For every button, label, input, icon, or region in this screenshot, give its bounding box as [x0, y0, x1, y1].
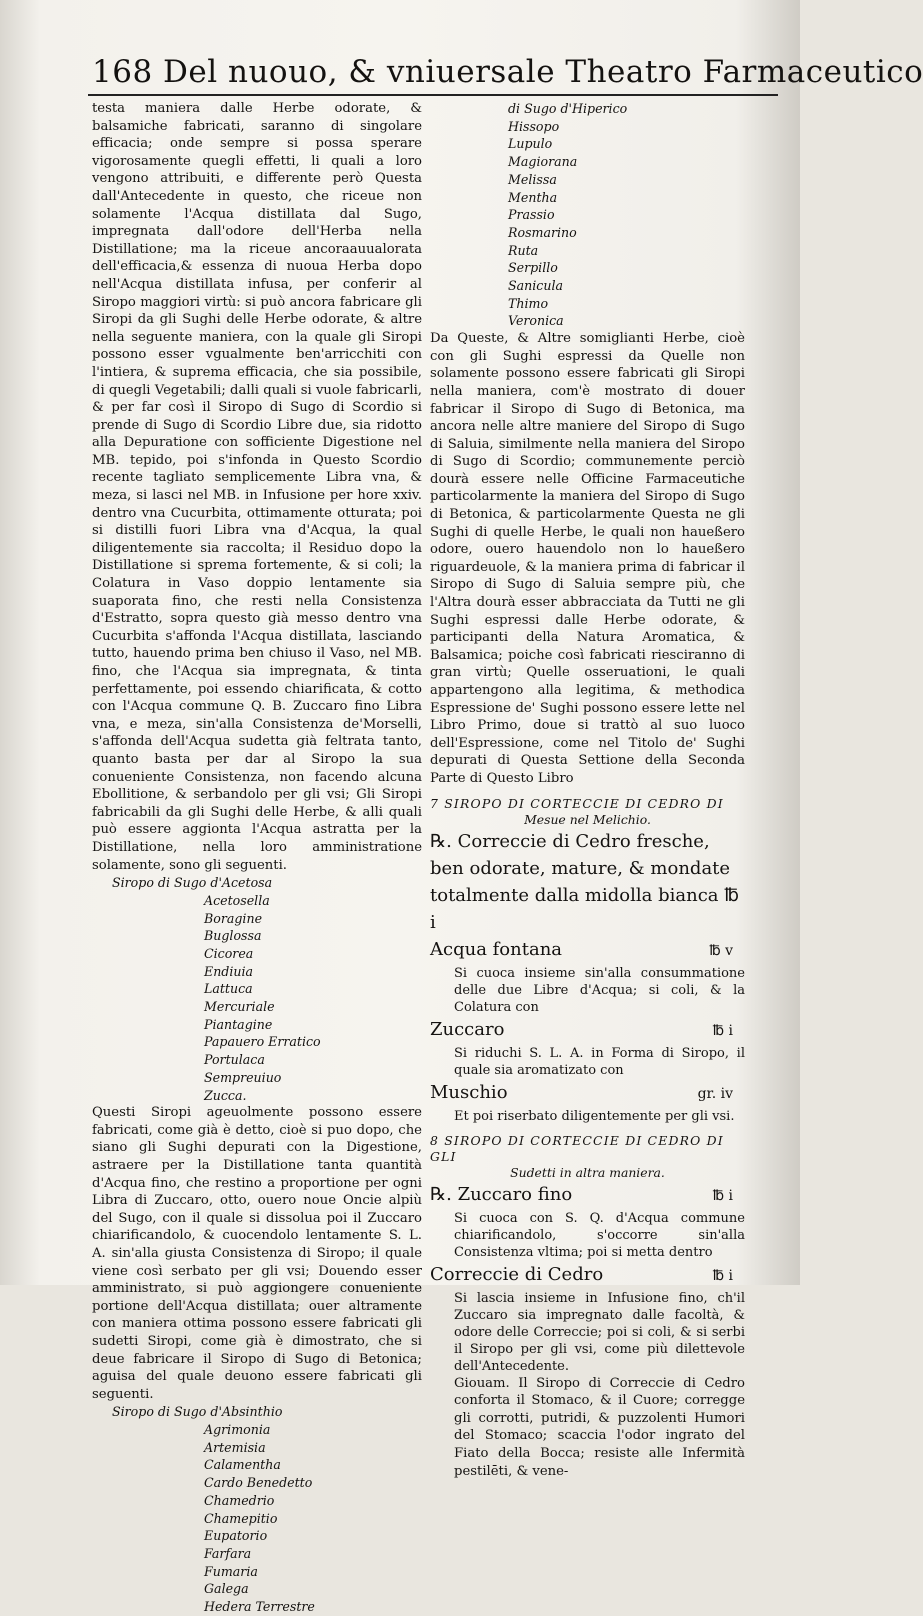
recipe-quantity: ℔ i	[712, 1267, 733, 1284]
herb-item: Artemisia	[204, 1439, 266, 1455]
herb-item: Thimo	[508, 295, 549, 311]
right-paragraph-1: Da Queste, & Altre somiglianti Herbe, cioè con gli Sughi espressi da Quelle non solamente possono essere fabricati gli Siropi nella maniera, com'è mostrato di douer fabricar il Siropo di Sugo di Betonica, ma ancora nelle altre maniere del Siropo di Sugo di Saluia, similmente nella maniera del Siropo di Sugo di Scordio; communemente perciò dourà essere nelle Officine Farmaceutiche particolarmente la maniera del Siropo di Sugo di Betonica, & particolarmente Questa ne gli Sughi di quelle Herbe, le quali non haueßero odore, ouero hauendolo non lo haueßero riguardeuole, & la maniera prima di fabricar il Siropo di Sugo di Saluia sempre più, che l'Altra dourà esser abbracciata da Tutti ne gli Sughi espressi dalle Herbe odorate, & participanti della Natura Aromatica, & Balsamica; poiche così fabricati riesciranno di gran virtù; Quelle osseruationi, le quali appartengono alla legitima, & methodica Espressione de' Sughi possono essere lette nel Libro Primo, doue si trattò al suo luoco dell'Espressione, come nel Titolo de' Sughi depurati di Questa Settione della Seconda Parte di Questo Libro	[430, 331, 745, 786]
recipe-text: ℞. Correccie di Cedro fresche, ben odorate, mature, & mondate totalmente dalla midolla bianca	[430, 830, 731, 906]
herb-item: Zucca.	[204, 1087, 247, 1103]
herb-item: Endiuia	[204, 963, 254, 979]
herb-item: Lattuca	[204, 981, 253, 997]
instruction-riduchi: Si riduchi S. L. A. in Forma di Siropo, il quale sia aromatizato con	[454, 1045, 745, 1078]
herb-list-2	[92, 1421, 422, 1616]
herb-item: Hedera Terrestre	[204, 1599, 315, 1615]
herb-item: Acetosella	[204, 892, 270, 908]
section-8-heading: 8 SIROPO DI CORTECCIE DI CEDRO DI GLI	[430, 1132, 724, 1164]
herb-item: Calamentha	[204, 1457, 281, 1473]
herb-item: Rosmarino	[508, 224, 577, 240]
section-8-subheading: Sudetti in altra maniera.	[510, 1164, 665, 1180]
herb-item: Cardo Benedetto	[204, 1475, 313, 1491]
recipe-text: Zuccaro	[430, 1018, 505, 1040]
herb-item: Chamepitio	[204, 1510, 278, 1526]
herb-item: Prassio	[508, 207, 555, 223]
herb-item: Buglossa	[204, 928, 262, 944]
herb-item: Hissopo	[508, 118, 560, 134]
herb-item: Piantagine	[204, 1016, 273, 1032]
instruction-cuoca-2: Si cuoca con S. Q. d'Acqua commune chiarificandolo, s'occorre sin'alla Consistenza vltima; poi si metta dentro	[454, 1210, 745, 1260]
recipe-quantity: ℔ v	[709, 942, 733, 959]
herb-item: Mentha	[508, 189, 558, 205]
instruction-riserbato: Et poi riserbato diligentemente per gli vsi.	[454, 1108, 735, 1124]
page-header: 168 Del nuouo, & vniuersale Theatro Farmaceutico	[92, 54, 923, 90]
recipe-quantity: ℔ i	[712, 1022, 733, 1039]
herb-item: Eupatorio	[204, 1528, 268, 1544]
herb-item: Magiorana	[508, 154, 578, 170]
herb-list-1-heading: Siropo di Sugo d'Acetosa	[112, 875, 273, 891]
herb-item: Chamedrio	[204, 1492, 275, 1508]
left-paragraph-1: testa maniera dalle Herbe odorate, & balsamiche fabricati, saranno di singolare efficacia; onde sempre si possa sperare vigorosamente quegli effetti, li quali a loro vengono attribuiti, e differente però Questa dall'Antecedente in questo, che riceue non solamente l'Acqua distillata dal Sugo, impregnata dall'odore dell'Herba nella Distillatione; ma la riceue ancoraauualorata dell'efficacia,& essenza di nuoua Herba dopo nell'Acqua distillata infusa, per conferir al Siropo maggiori virtù: si può ancora fabricare gli Siropi da gli Sughi delle Herbe odorate, & altre nella seguente maniera, con la quale gli Siropi possono esser vgualmente ben'arricchiti con l'intiera, & suprema efficacia, che sia possibile, di quegli Vegetabili; dalli quali si vuole fabricarli, & per far così il Siropo di Sugo di Scordio si prende di Sugo di Scordio Libre due, sia ridotto alla Depuratione con sofficiente Digestione nel MB. tepido, poi s'infonda in Questo Scordio recente tagliato semplicemente Libra vna, & meza, si lasci nel MB. in Infusione per hore xxiv. dentro vna Cucurbita, ottimamente otturata; poi si distilli fuori Libra vna d'Acqua, la qual diligentemente sia raccolta; il Residuo dopo la Distillatione si sprema fortemente, & si coli; la Colatura in Vaso doppio lentamente sia suaporata fino, che resti nella Consistenza d'Estratto, sopra questo già messo dentro vna Cucurbita s'affonda l'Acqua distillata, lasciando tutto, hauendo prima ben chiuso il Vaso, nel MB. fino, che l'Acqua sia impregnata, & tinta perfettamente, poi essendo chiarificata, & cotto con l'Acqua commune Q. B. Zuccaro fino Libra vna, e meza, sin'alla Consistenza de'Morselli, s'affonda dell'Acqua sudetta già feltrata tanto, quanto basta per dar al Siropo la sua conueniente Consistenza, non facendo alcuna Ebollitione, & serbandolo per gli vsi; Gli Siropi fabricabili da gli Sughi delle Herbe, & alli quali può essere aggionta l'Acqua astratta per la Distillatione, nella loro amministratione solamente, sono gli seguenti.	[92, 101, 422, 873]
header-rule	[88, 94, 778, 96]
recipe-text: Correccie di Cedro	[430, 1263, 604, 1285]
herb-item: Veronica	[508, 313, 564, 329]
recipe-line-cortex-2	[430, 1261, 745, 1290]
recipe-quantity: gr. iv	[697, 1085, 733, 1102]
herb-item: Fumaria	[204, 1563, 258, 1579]
recipe-quantity: ℔ i	[712, 1187, 733, 1204]
herb-item: Melissa	[508, 171, 557, 187]
herb-item: Ruta	[508, 242, 539, 258]
giouamento-paragraph: Giouam. Il Siropo di Correccie di Cedro conforta il Stomaco, & il Cuore; corregge gli corrotti, putridi, & puzzolenti Humori del Stomaco; scaccia l'odor ingrato del Fiato della Bocca; resiste alle Infermità pestilēti, & vene-	[454, 1375, 745, 1479]
herb-item: Sanicula	[508, 278, 563, 294]
herb-item: Lupulo	[508, 136, 553, 152]
recipe-quantity: ℔ i	[430, 884, 739, 933]
left-column	[92, 100, 422, 1616]
section-7-heading: 7 SIROPO DI CORTECCIE DI CEDRO DI	[430, 795, 724, 811]
recipe-text: Muschio	[430, 1081, 508, 1103]
herb-list-1	[92, 892, 422, 1104]
herb-item: Papauero Erratico	[204, 1034, 321, 1050]
herb-item: di Sugo d'Hiperico	[508, 101, 628, 116]
recipe-line-zuccaro	[430, 1016, 745, 1045]
left-paragraph-2: Questi Siropi ageuolmente possono essere fabricati, come già è detto, cioè si puo dopo, che siano gli Sughi depurati con la Digestione, astraere per la Distillatione tanta quantità d'Acqua fino, che restino a proportione per ogni Libra di Zuccaro, otto, ouero noue Oncie alpiù del Sugo, con il quale si dissolua poi il Zuccaro chiarificandolo, & cuocendolo lentamente S. L. A. sin'alla giusta Consistenza di Siropo; il quale viene così serbato per gli vsi; Douendo esser amministrato, si può aggiongere conueniente portione dell'Acqua distillata; ouer altramente con maniera ottima possono essere fabricati gli sudetti Siropi, come già è dimostrato, che si deue fabricare il Siropo di Sugo di Betonica; aguisa del quale deuono essere fabricati gli seguenti.	[92, 1105, 422, 1402]
herb-item: Portulaca	[204, 1052, 265, 1068]
section-7-subheading: Mesue nel Melichio.	[524, 811, 651, 827]
herb-item: Farfara	[204, 1545, 252, 1561]
instruction-lascia: Si lascia insieme in Infusione fino, ch'il Zuccaro sia impregnato dalle facoltà, & odore delle Correccie; poi si coli, & si serbi il Siropo per gli vsi, come più dilettevole dell'Antecedente.	[454, 1290, 745, 1374]
recipe-line-cortex	[430, 828, 745, 936]
herb-item: Mercuriale	[204, 999, 275, 1015]
instruction-cuoca: Si cuoca insieme sin'alla consummatione delle due Libre d'Acqua; si coli, & la Colatura con	[454, 965, 745, 1015]
herb-item: Sempreuiuo	[204, 1069, 282, 1085]
herb-list-2-heading: Siropo di Sugo d'Absinthio	[112, 1404, 283, 1420]
herb-item: Agrimonia	[204, 1422, 271, 1438]
herb-item: Boragine	[204, 910, 263, 926]
right-column	[430, 100, 745, 1480]
recipe-line-muschio	[430, 1079, 745, 1108]
recipe-text: ℞. Zuccaro fino	[430, 1183, 573, 1205]
herb-list-top	[430, 100, 745, 330]
herb-item: Serpillo	[508, 260, 558, 276]
recipe-text: Acqua fontana	[430, 938, 563, 960]
recipe-line-acqua	[430, 936, 745, 965]
herb-item: Cicorea	[204, 945, 254, 961]
recipe-line-zuccaro-fino	[430, 1181, 745, 1210]
herb-item: Galega	[204, 1581, 249, 1597]
